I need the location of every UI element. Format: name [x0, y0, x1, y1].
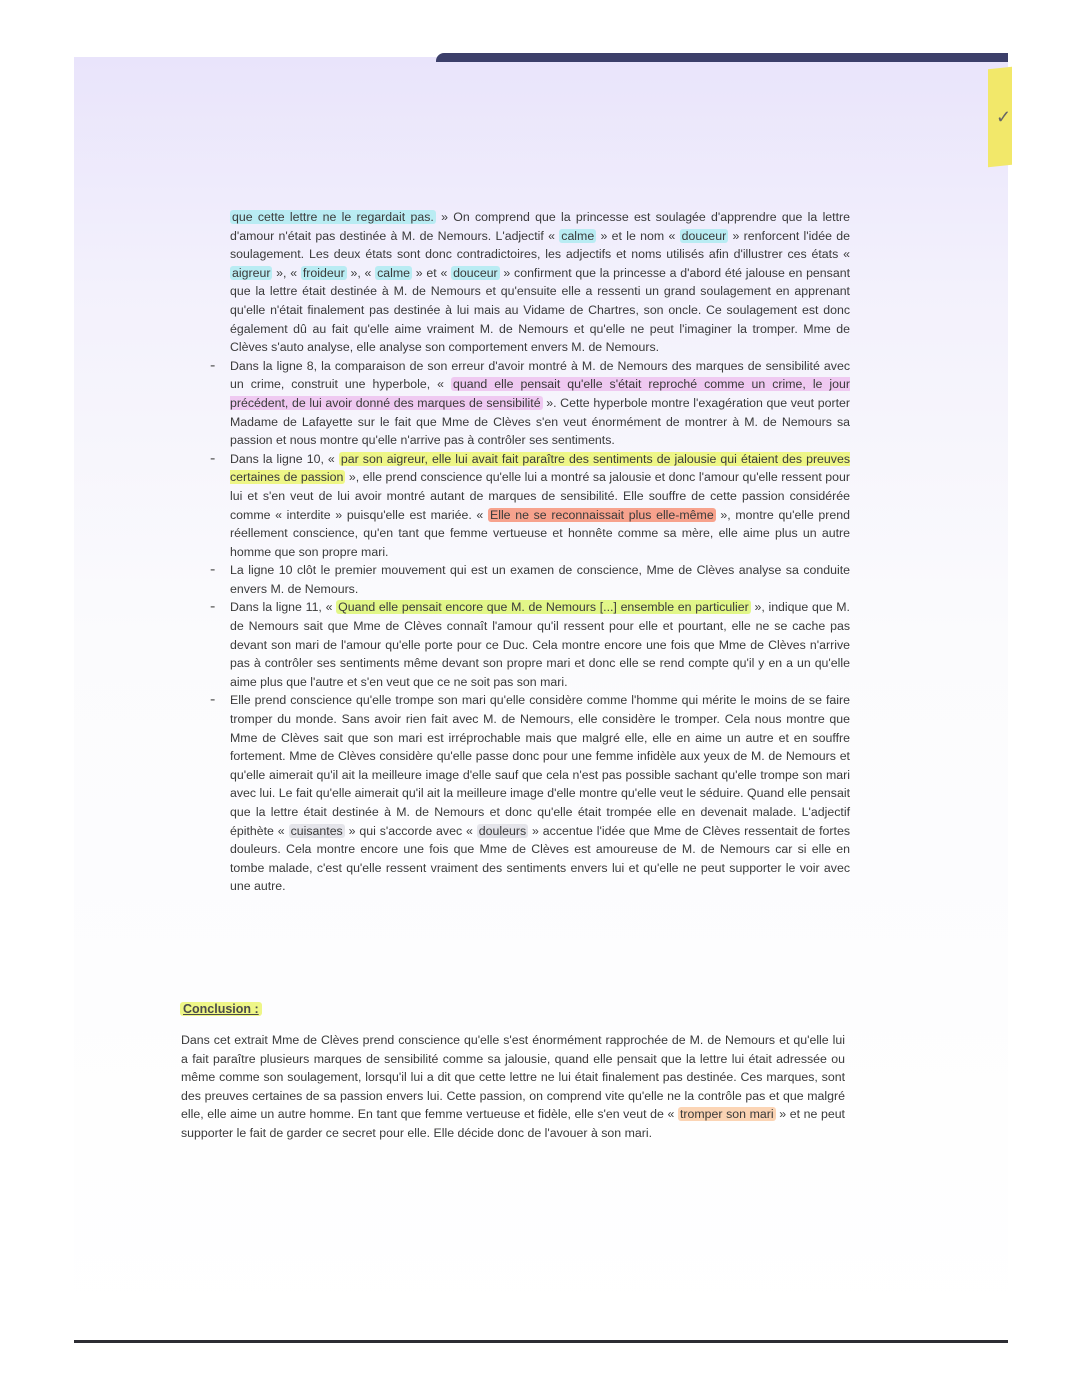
highlight: aigreur	[232, 265, 271, 280]
bullet-text	[230, 691, 850, 896]
text: » accentue l'idée que Mme de Clèves ressentait de fortes douleurs. Cela montre encore une fois que Mme de Clèves est amoureuse de M. de Nemours car si elle en tombe malade, c'est qu'elle ressent vraiment des sentiments envers lui et qu'elle ne peut supporter le voir avec une autre.	[230, 823, 851, 894]
highlight: calme	[377, 265, 411, 280]
text: Dans cet extrait Mme de Clèves prend conscience qu'elle s'est énormément rapprochée de M. de Nemours et qu'elle lui a fait paraître plusieurs marques de sensibilité comme sa jalousie, quand elle pensait que la lettre lui était adressée ou même comme son soulagement, lorsqu'il lui a dit que cette lettre ne lui était finalement pas destinée. Ces marques, sont des preuves certaines de sa passion envers lui. Cette passion, on comprend vite qu'elle ne la contrôle pas et que malgré elle, elle aime un autre homme. En tant que femme vertueuse et fidèle, elle s'en veut de «	[181, 1033, 845, 1122]
text: » renforcent l'idée de soulagement. Les deux états sont donc contradictoires, les adjectifs et noms utilisés afin d'illustrer ces états «	[230, 228, 850, 262]
bullet-item	[210, 356, 850, 450]
conclusion-block	[181, 1031, 845, 1143]
bullet-item	[210, 691, 851, 896]
bullet-text	[230, 357, 850, 450]
highlight: calme	[561, 228, 595, 243]
text: » qui s'accorde avec «	[344, 823, 477, 838]
highlight: par son aigreur, elle lui avait fait paraître des sentiments de jalousie qui étaient des preuves certaines de passion	[230, 451, 850, 485]
conclusion-paragraph	[181, 1031, 845, 1143]
bullet-dash: -	[210, 449, 216, 467]
bullet-dash: -	[210, 561, 216, 579]
text: » confirment que la princesse a d'abord été jalouse en pensant que la lettre était destinée à M. de Nemours et qu'ensuite elle a ressenti un grand soulagement en apprenant qu'elle n'était finalement pas destinée à lui mais au Vidame de Chartres, son oncle. Ce soulagement est donc également dû au fait qu'elle aime vraiment M. de Nemours et qu'elle ne peut l'imaginer la tromper. Mme de Clèves s'auto analyse, elle analyse son comportement envers M. de Nemours.	[230, 265, 850, 355]
text: Dans la ligne 8, la comparaison de son erreur d'avoir montré à M. de Nemours des marques de sensibilité avec un crime, construit une hyperbole, «	[230, 358, 850, 392]
highlight: cuisantes	[290, 823, 343, 838]
text: » On comprend que la princesse est soulagée d'apprendre que la lettre d'amour n'était pas destinée à M. de Nemours. L'adjectif «	[230, 210, 851, 243]
text: ». Cette hyperbole montre l'exagération que veut porter Madame de Lafayette sur le fait que Mme de Clèves s'en veut énormément de montrer à M. de Nemours sa passion et nous montre qu'elle n'arrive pas à contrôler ses sentiments.	[230, 395, 850, 448]
bullet-text	[230, 450, 850, 562]
binder-edge	[436, 53, 1008, 62]
bullet-text	[230, 561, 850, 598]
bullet-item	[210, 598, 850, 691]
text: La ligne 10 clôt le premier mouvement qui est un examen de conscience, Mme de Clèves analyse sa conduite envers M. de Nemours.	[230, 563, 850, 596]
text: » et ne peut supporter le fait de garder ce secret pour elle. Elle décide donc de l'avouer à son mari.	[181, 1107, 845, 1140]
highlight: tromper son mari	[679, 1107, 774, 1122]
highlight: Elle ne se reconnaissait plus elle-même	[489, 507, 714, 522]
bullet-dash: -	[210, 356, 216, 374]
bullet-item	[210, 561, 850, 598]
analysis-bullets	[210, 356, 851, 896]
text: Dans la ligne 11, «	[230, 600, 337, 615]
pen-mark-icon: ✓	[996, 107, 1012, 127]
text: » et «	[412, 265, 452, 280]
highlight: Quand elle pensait encore que M. de Nemours [...] ensemble en particulier	[338, 600, 749, 615]
text: », «	[272, 265, 301, 280]
highlight: froideur	[302, 265, 345, 280]
text: », elle prend conscience qu'elle lui a montré sa jalousie et donc l'amour qu'elle ressent pour lui et s'en veut de lui avoir montré autant de marques de sensibilité. Elle souffre de cette passion considérée comme « interdite » puisqu'elle est mariée. «	[230, 470, 850, 522]
text: », «	[346, 265, 376, 280]
text: », indique que M. de Nemours sait que Mme de Clèves connaît l'amour qu'il ressent pour elle et pourtant, elle ne se cache pas devant son mari de l'amour qu'elle porte pour ce Duc. Cela montre encore une fois que Mme de Clèves n'arrive pas à contrôler ses sentiments même devant son propre mari et donc elle se rend compte qu'il y en a un qu'elle aime plus que l'autre et s'en veut que ce ne soit pas son mari.	[230, 600, 850, 689]
analysis-body	[210, 208, 851, 896]
bullet-dash: -	[210, 691, 216, 709]
bullet-item	[210, 449, 850, 562]
intro-paragraph	[230, 208, 850, 357]
bullet-text	[230, 598, 850, 691]
highlight: quand elle pensait qu'elle s'était reproché comme un crime, le jour précédent, de lui avoir donné des marques de sensibilité	[230, 377, 850, 410]
text: Elle prend conscience qu'elle trompe son mari qu'elle considère comme l'homme qui mérite le moins de se faire tromper du monde. Sans avoir rien fait avec M. de Nemours, elle considère le tromper. Cela nous montre que Mme de Clèves sait que son mari est irréprochable mais que malgré elle, elle en aime un autre et en souffre fortement. Mme de Clèves considère qu'elle passe donc pour une femme infidèle aux yeux de M. de Nemours et qu'elle aimerait qu'il ait la meilleure image d'elle sauf que cela n'est pas possible sachant qu'elle trompe son mari avec lui. Le fait qu'elle aimerait qu'il ait la meilleure image d'elle montre qu'elle veut le séduire. Quand elle pensait que la lettre était destinée à M. de Nemours et donc qu'elle était trompée elle en devenait malade. L'adjectif épithète «	[230, 693, 850, 838]
bullet-dash: -	[210, 598, 216, 616]
text: » et le nom «	[596, 228, 680, 243]
text: », montre qu'elle prend réellement conscience, qu'en tant que femme vertueuse et honnête comme sa mère, elle aime plus un autre homme que son propre mari.	[230, 507, 850, 559]
highlight: douceur	[681, 228, 727, 243]
highlight: douleurs	[478, 823, 527, 838]
text: Dans la ligne 10, «	[230, 451, 339, 466]
highlight: douceur	[453, 265, 498, 280]
conclusion-heading: Conclusion :	[180, 1002, 262, 1016]
highlight: que cette lettre ne le regardait pas.	[232, 210, 434, 224]
